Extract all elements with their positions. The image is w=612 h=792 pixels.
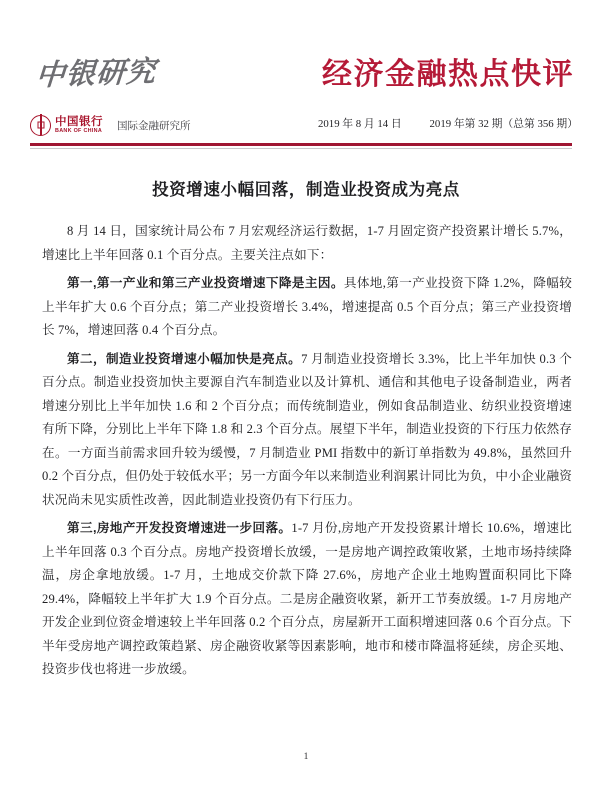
page-number: 1: [303, 752, 309, 762]
paragraph-intro: [42, 220, 572, 267]
article-body: [0, 155, 612, 682]
paragraph-text: 8 月 14 日，国家统计局公布 7 月宏观经济运行数据，1-7 月固定资产投资累计增长 5.7%，增速比上半年回落 0.1 个百分点。主要关注点如下：: [42, 224, 572, 262]
paragraph-lead: 第三,房地产开发投资增速进一步回落。: [67, 521, 292, 535]
bank-name-en: BANK OF CHINA: [55, 127, 103, 134]
issue-number: 2019 年第 32 期（总第 356 期）: [429, 118, 578, 130]
paragraph-point-three: [42, 517, 572, 682]
header-divider-thin: [30, 148, 572, 149]
document-masthead: [0, 0, 612, 155]
brand-calligraphy-logo: 中银研究: [34, 55, 158, 93]
institute-name: 国际金融研究所: [117, 119, 191, 132]
article-paragraphs: [42, 220, 572, 682]
paragraph-point-two: [42, 348, 572, 513]
publication-date: 2019 年 8 月 14 日: [318, 118, 402, 130]
paragraph-lead: 第二，制造业投资增速小幅加快是亮点。: [67, 351, 302, 366]
paragraph-text: 具体地,第一产业投资下降 1.2%，降幅较上半年扩大 0.6 个百分点；第二产业投资增长 3.4%，增速提高 0.5 个百分点；第三产业投资增长 7%，增速回落 0.4 个百分点。: [42, 276, 572, 337]
boc-emblem-icon: [30, 115, 51, 136]
header-divider-red: [30, 143, 572, 146]
paragraph-text: 7 月制造业投资增长 3.3%，比上半年加快 0.3 个百分点。制造业投资加快主要源自汽车制造业以及计算机、通信和其他电子设备制造业，两者增速分别比上半年加快 1.6 和 2 个百分点；而传统制造业，例如食品制造业、纺织业投资增速有所下降，分别比上半年下降 1.8 和 2.3 个百分点。展望下半年，制造业投资的下行压力依然存在。一方面当前需求回升较为缓慢，7 月制造业 PMI 指数中的新订单指数为 49.8%，虽然回升 0.2 个百分点，但仍处于较低水平；另一方面今年以来制造业利润累计同比为负，中小企业融资状况尚未见实质性改善，因此制造业投资仍有下行压力。: [42, 351, 572, 507]
boc-wordmark: [55, 116, 103, 135]
bank-of-china-logo: [30, 112, 191, 138]
issue-info: [318, 116, 578, 131]
page-title: 投资增速小幅回落，制造业投资成为亮点: [152, 181, 460, 199]
paragraph-point-one: [42, 272, 572, 343]
publication-title: 经济金融热点快评: [322, 58, 574, 91]
bank-name-cn: 中国银行: [55, 115, 103, 128]
paragraph-text: 1-7 月份,房地产开发投资累计增长 10.6%，增速比上半年回落 0.3 个百分点。房地产投资增长放缓，一是房地产调控政策收紧，土地市场持续降温，房企拿地放缓。1-7 月，土地成交价款下降 27.6%，房地产企业土地购置面积同比下降 29.4%，降幅较上半年扩大 1.9 个百分点。二是房企融资收紧，新开工节奏放缓。1-7 月房地产开发企业到位资金增速较上半年回落 0.2 个百分点，房屋新开工面积增速回落 0.6 个百分点。下半年受房地产调控政策趋紧、房企融资收紧等因素影响，地市和楼市降温将延续，房企买地、投资步伐也将进一步放缓。: [42, 521, 572, 676]
paragraph-lead: 第一,第一产业和第三产业投资增速下降是主因。: [67, 276, 344, 290]
